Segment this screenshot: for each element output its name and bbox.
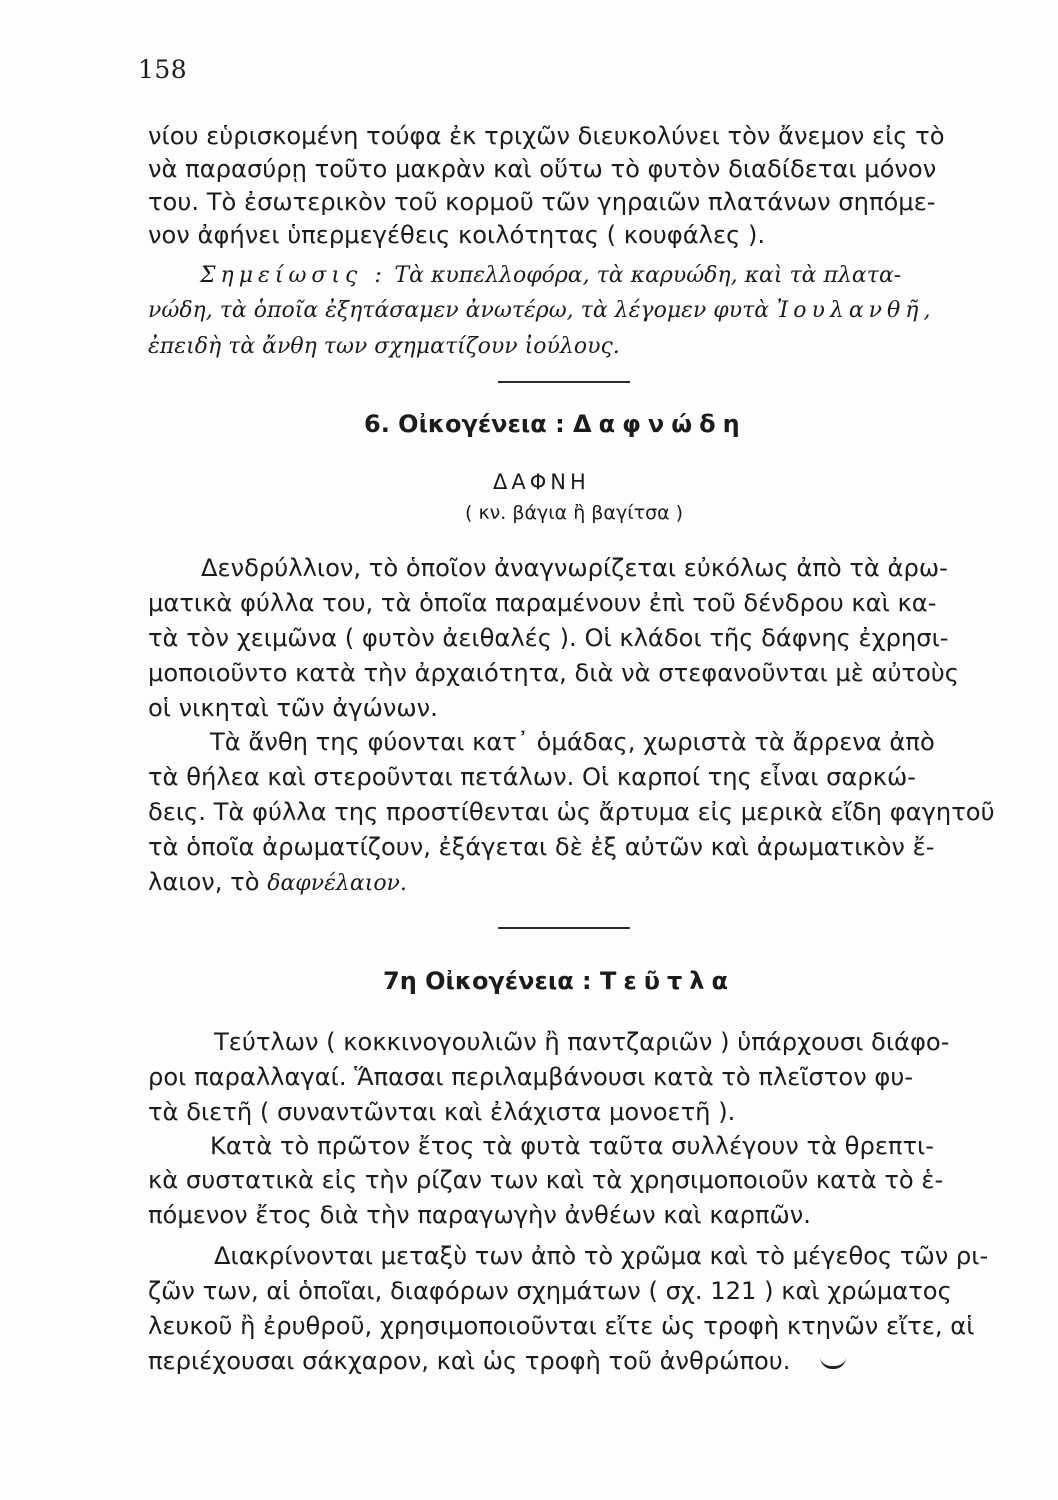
text-fragment: λαιον, τὸ	[148, 868, 260, 896]
text-line: μοποιοῦντο κατὰ τὴν ἀρχαιότητα, διὰ νὰ στεφανοῦνται μὲ αὐτοὺς	[148, 659, 960, 687]
text-emphasis: δαφνέλαιον.	[267, 871, 407, 896]
section-heading	[364, 407, 747, 441]
end-ornament-icon	[820, 1356, 846, 1369]
text-line: νὰ παρασύρῃ τοῦτο μακρὰν καὶ οὕτω τὸ φυτὸν διαδίδεται μόνον	[148, 155, 937, 183]
section-heading-name: Δαφνώδη	[573, 410, 747, 438]
section-divider	[498, 381, 630, 383]
section-heading-prefix: 7η Οἰκογένεια :	[383, 967, 592, 995]
text-line: νίου εὑρισκομένη τούφα ἐκ τριχῶν διευκολύνει τὸν ἄνεμον εἰς τὸ	[148, 122, 945, 150]
text-line: τὰ θήλεα καὶ στεροῦνται πετάλων. Οἱ καρποί της εἶναι σαρκώ-	[148, 763, 916, 791]
text-line: τὰ διετῆ ( συναντῶνται καὶ ἐλάχιστα μονοετῆ ).	[148, 1098, 736, 1126]
text-line: Τὰ ἄνθη της φύονται κατ᾿ ὁμάδας, χωριστὰ τὰ ἄρρενα ἀπὸ	[210, 728, 935, 756]
note-emphasis: Ἰουλανθῆ,	[776, 298, 936, 323]
section-heading-prefix: 6. Οἰκογένεια :	[364, 410, 565, 438]
page-number: 158	[138, 55, 188, 84]
note-text: Τὰ κυπελλοφόρα, τὰ καρυώδη, καὶ τὰ πλατα-	[394, 263, 902, 288]
text-line: Κατὰ τὸ πρῶτον ἔτος τὰ φυτὰ ταῦτα συλλέγουν τὰ θρεπτι-	[210, 1132, 934, 1160]
text-line: κὰ συστατικὰ εἰς τὴν ρίζαν των καὶ τὰ χρησιμοποιοῦν κατὰ τὸ ἑ-	[148, 1166, 944, 1194]
note-line	[148, 328, 620, 364]
note-label: Σημείωσις :	[200, 263, 387, 288]
text-line: οἱ νικηταὶ τῶν ἀγώνων.	[148, 694, 438, 722]
section-heading-name: Τεῦτλα	[600, 967, 735, 995]
text-line: Τεύτλων ( κοκκινογουλιῶν ἢ παντζαριῶν ) ὑπάρχουσι διάφο-	[214, 1028, 950, 1056]
text-line: νον ἀφήνει ὑπερμεγέθεις κοιλότητας ( κουφάλες ).	[148, 221, 766, 249]
note-text: νώδη, τὰ ὁποῖα ἐξητάσαμεν ἀνωτέρω, τὰ λέγομεν φυτὰ	[148, 298, 770, 323]
text-line: δεις. Τὰ φύλλα της προστίθενται ὡς ἄρτυμα εἰς μερικὰ εἴδη φαγητοῦ	[148, 798, 995, 826]
text-line: ζῶν των, αἱ ὁποῖαι, διαφόρων σχημάτων ( σχ. 121 ) καὶ χρώματος	[148, 1277, 952, 1305]
common-name: ( κν. βάγια ἢ βαγίτσα )	[465, 502, 684, 524]
text-line: τὰ τὸν χειμῶνα ( φυτὸν ἀειθαλές ). Οἱ κλάδοι τῆς δάφνης ἐχρησι-	[148, 624, 949, 652]
text-line	[148, 865, 407, 901]
text-line: ματικὰ φύλλα του, τὰ ὁποῖα παραμένουν ἐπὶ τοῦ δένδρου καὶ κα-	[148, 589, 937, 617]
text-line: ροι παραλλαγαί. Ἅπασαι περιλαμβάνουσι κατὰ τὸ πλεῖστον φυ-	[148, 1063, 914, 1091]
note-line	[148, 292, 935, 328]
section-divider	[498, 927, 630, 929]
text-line: λευκοῦ ἢ ἐρυθροῦ, χρησιμοποιοῦνται εἴτε ὡς τροφὴ κτηνῶν εἴτε, αἱ	[148, 1312, 975, 1340]
text-line: Διακρίνονται μεταξὺ των ἀπὸ τὸ χρῶμα καὶ τὸ μέγεθος τῶν ρι-	[214, 1242, 989, 1270]
text-line: τὰ ὁποῖα ἀρωματίζουν, ἐξάγεται δὲ ἐξ αὐτῶν καὶ ἀρωματικὸν ἔ-	[148, 833, 935, 861]
text-line: Δενδρύλλιον, τὸ ὁποῖον ἀναγνωρίζεται εὐκόλως ἀπὸ τὰ ἀρω-	[201, 554, 948, 582]
text-line: του. Τὸ ἐσωτερικὸν τοῦ κορμοῦ τῶν γηραιῶν πλατάνων σηπόμε-	[148, 188, 936, 216]
text-line: πόμενον ἔτος διὰ τὴν παραγωγὴν ἀνθέων καὶ καρπῶν.	[148, 1201, 811, 1229]
note-text: ἐπειδὴ τὰ ἄνθη των σχηματίζουν ἰούλους.	[148, 334, 620, 359]
note-line	[200, 257, 901, 293]
plant-name: ΔΑΦΝΗ	[493, 470, 590, 494]
section-heading	[383, 964, 735, 998]
text-line: περιέχουσαι σάκχαρον, καὶ ὡς τροφὴ τοῦ ἀνθρώπου.	[148, 1347, 791, 1375]
